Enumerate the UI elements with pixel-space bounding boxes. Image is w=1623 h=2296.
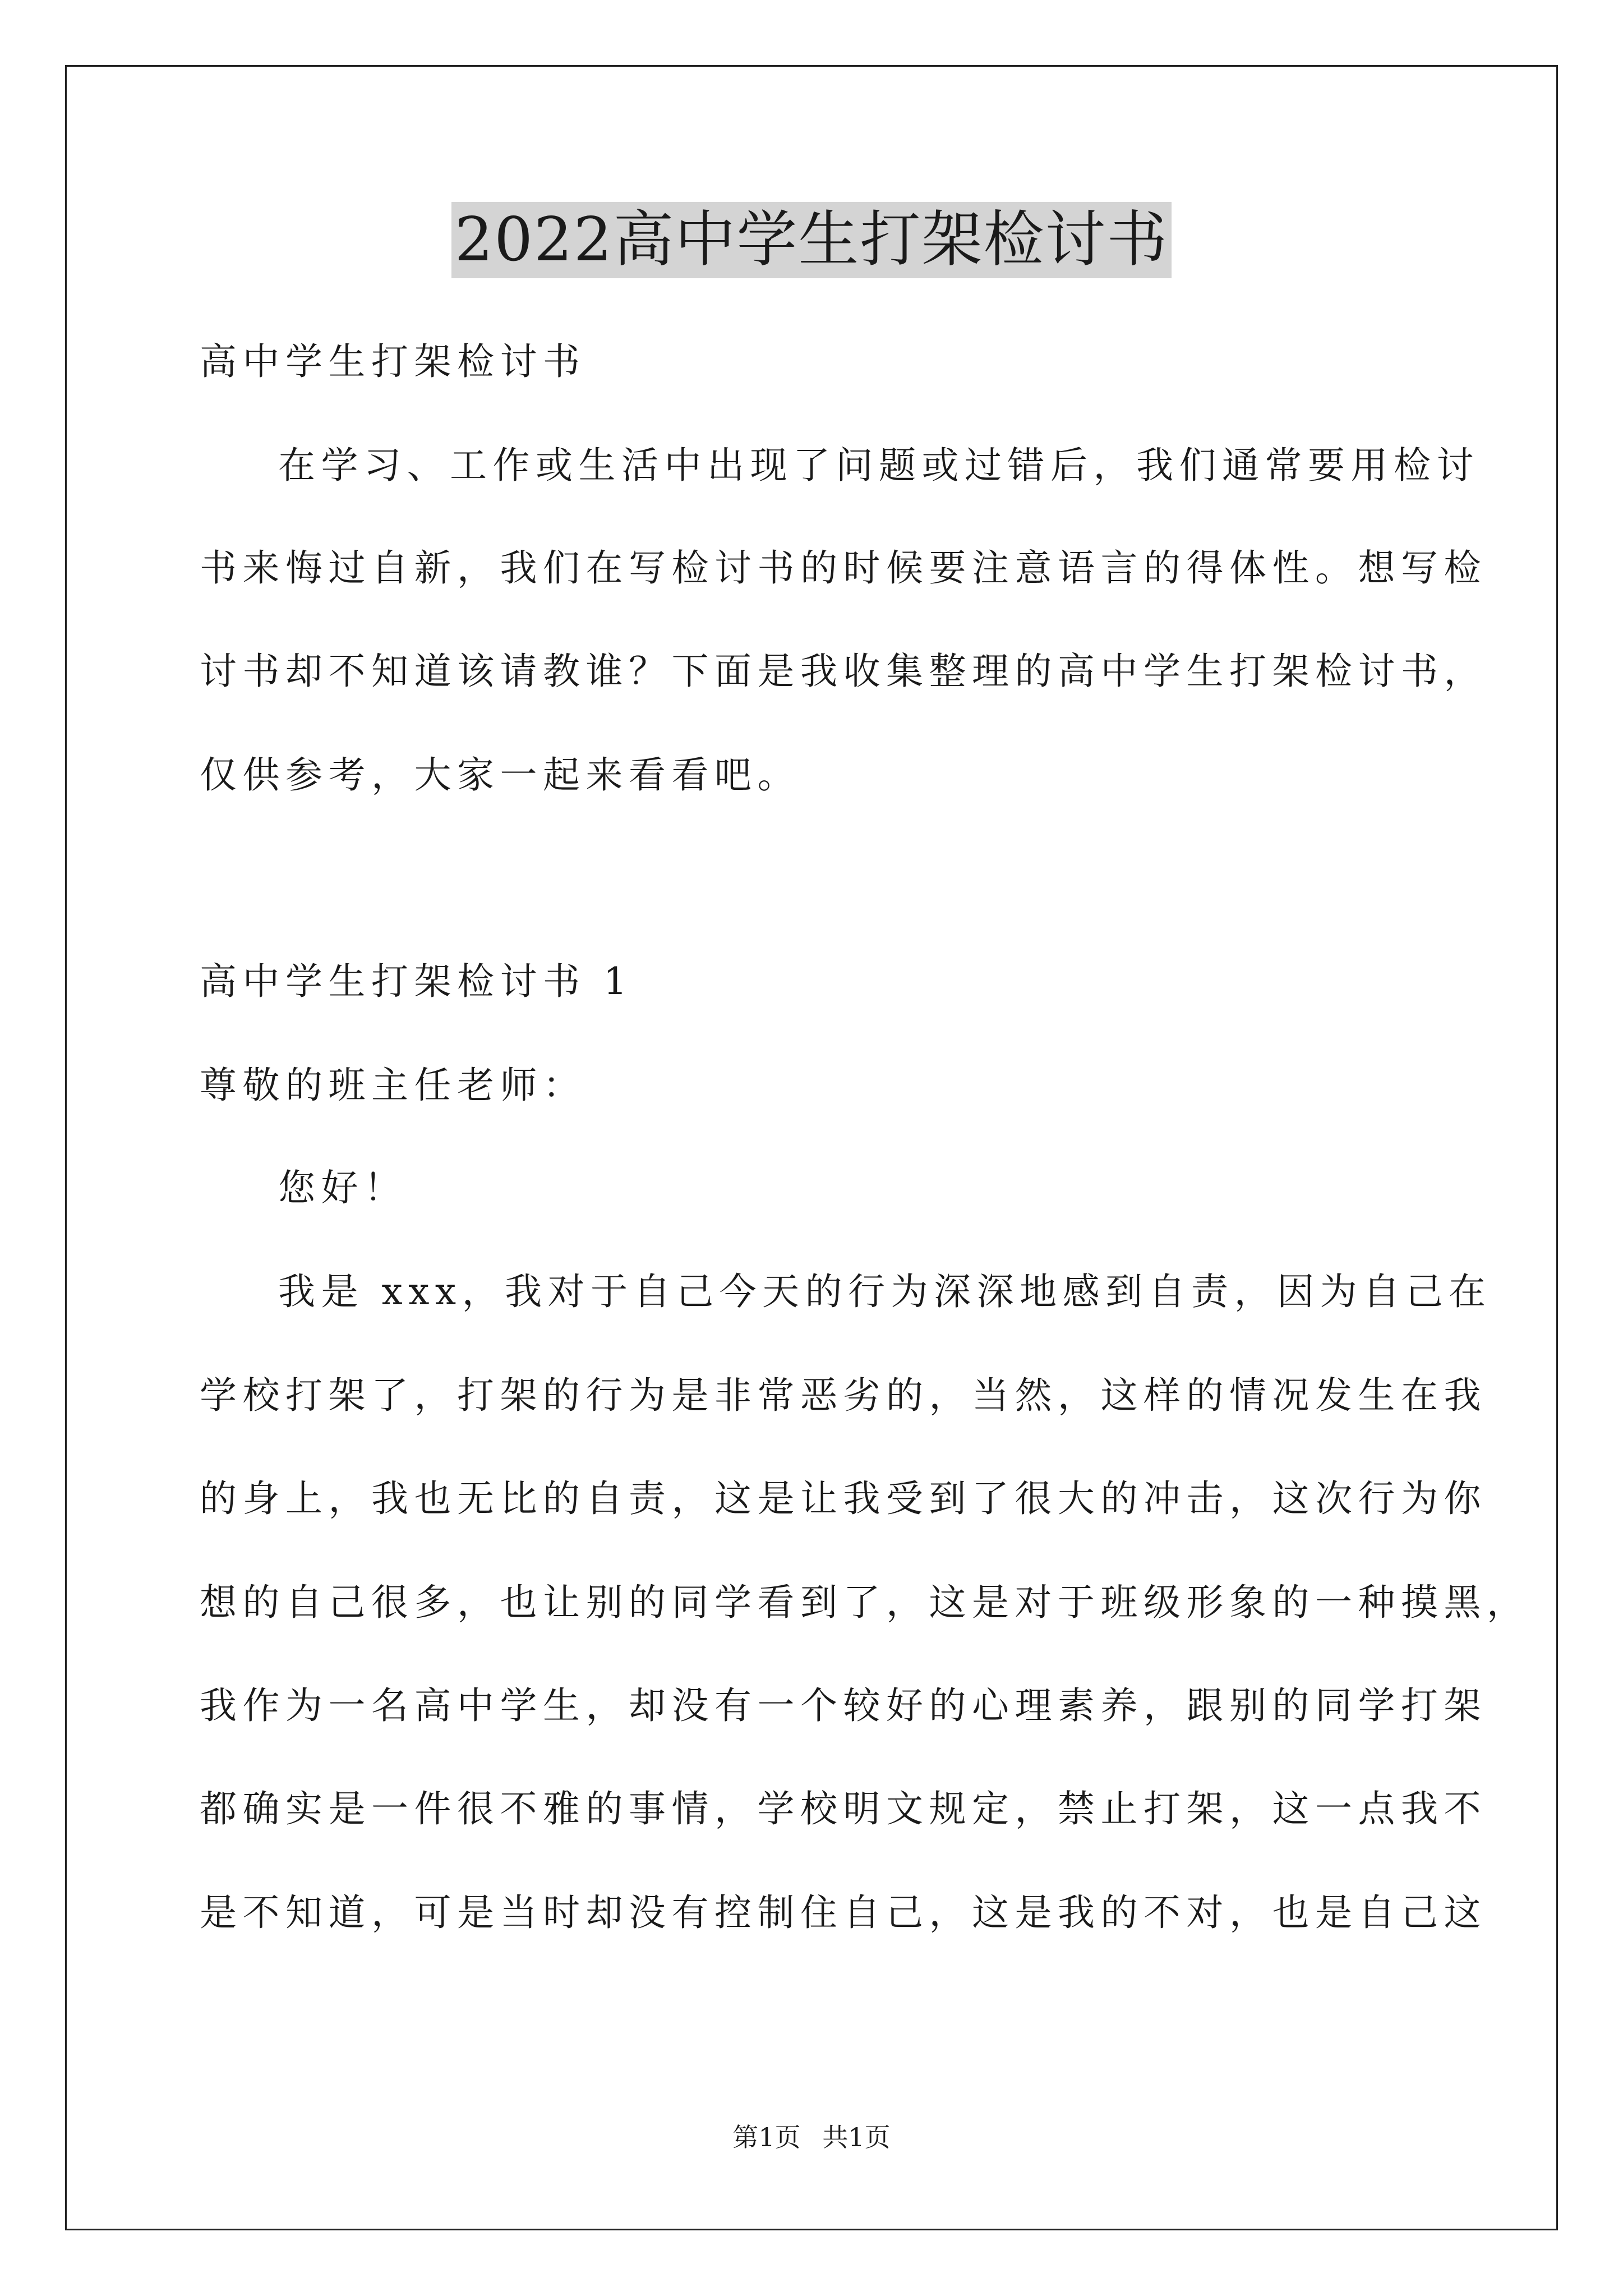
salutation: 尊敬的班主任老师： xyxy=(200,1064,586,1107)
title-container xyxy=(0,202,1623,278)
intro-line-2: 书来悔过自新，我们在写检讨书的时候要注意语言的得体性。想写检 xyxy=(200,546,1487,590)
document-title: 2022高中学生打架检讨书 xyxy=(451,202,1172,278)
body-line-1: 我是 xxx，我对于自己今天的行为深深地感到自责，因为自己在 xyxy=(278,1270,1492,1313)
page-footer xyxy=(0,2120,1623,2154)
body-line-5: 我作为一名高中学生，却没有一个较好的心理素养，跟别的同学打架 xyxy=(200,1684,1487,1727)
body-line-4: 想的自己很多，也让别的同学看到了，这是对于班级形象的一种摸黑， xyxy=(200,1581,1530,1624)
intro-line-1: 在学习、工作或生活中出现了问题或过错后，我们通常要用检讨 xyxy=(278,444,1479,487)
page-total: 共1页 xyxy=(822,2122,891,2152)
body-line-7: 是不知道，可是当时却没有控制住自己，这是我的不对，也是自己这 xyxy=(200,1891,1487,1934)
intro-line-4: 仅供参考，大家一起来看看吧。 xyxy=(200,753,800,797)
page-number: 第1页 xyxy=(732,2122,801,2152)
body-line-6: 都确实是一件很不雅的事情，学校明文规定，禁止打架，这一点我不 xyxy=(200,1787,1487,1830)
intro-line-3: 讨书却不知道该请教谁？下面是我收集整理的高中学生打架检讨书， xyxy=(200,650,1487,693)
body-line-2: 学校打架了，打架的行为是非常恶劣的，当然，这样的情况发生在我 xyxy=(200,1374,1487,1417)
greeting: 您好！ xyxy=(278,1166,407,1209)
section-heading: 高中学生打架检讨书 1 xyxy=(200,960,633,1003)
subtitle: 高中学生打架检讨书 xyxy=(200,340,586,383)
body-line-3: 的身上，我也无比的自责，这是让我受到了很大的冲击，这次行为你 xyxy=(200,1477,1487,1520)
